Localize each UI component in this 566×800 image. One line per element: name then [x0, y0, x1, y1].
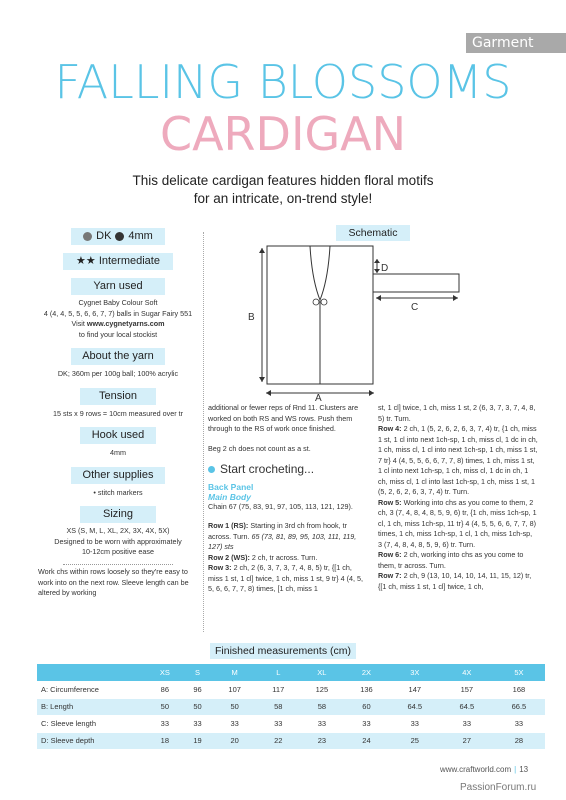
table-cell: A: Circumference — [37, 681, 147, 698]
measurements-heading: Finished measurements (cm) — [210, 643, 356, 659]
table-header-cell: 5X — [493, 664, 545, 681]
page-number: 13 — [519, 765, 529, 774]
hook-icon — [115, 232, 124, 241]
hook-used-heading: Hook used — [80, 427, 156, 444]
yarn-used-line-4: to find your local stockist — [78, 329, 158, 339]
table-cell: 64.5 — [389, 698, 441, 715]
level-pill — [63, 253, 173, 270]
pattern-column-2 — [208, 403, 368, 595]
row-4 — [378, 424, 538, 498]
table-cell: 50 — [183, 698, 213, 715]
table-cell: 33 — [257, 715, 300, 732]
subtitle-line-2: for an intricate, on-trend style! — [193, 191, 373, 206]
table-row — [37, 715, 545, 732]
col2-para-1: additional or fewer reps of Rnd 11. Clusters are worked on both RS and WS rows. Push them through to the RS of work once finished. — [208, 403, 359, 433]
yarn-website-link[interactable]: www.cygnetyarns.com — [86, 319, 165, 328]
row-3-text: 2 ch, 2 (6, 3, 7, 3, 7, 4, 8, 5) tr, {[1 ch, miss 1 st, 1 cl] twice, 1 ch, miss 1 st, 9 tr} 4 (4, 5, 5, 6, 6, 7, 7, 8) times, [1 ch, miss 1 — [208, 563, 363, 593]
table-header-row — [37, 664, 545, 681]
notes-text: Work chs within rows loosely so they're easy to work into on the next row. Sleeve length can be altered by working — [38, 567, 189, 597]
row-3 — [208, 563, 368, 595]
main-body-heading: Main Body — [208, 491, 251, 502]
table-cell: 86 — [147, 681, 183, 698]
table-cell: 33 — [493, 715, 545, 732]
table-header-cell: XS — [147, 664, 183, 681]
table-cell: 157 — [441, 681, 493, 698]
level-text: Intermediate — [98, 255, 160, 267]
subtitle — [40, 172, 526, 208]
row-2 — [208, 553, 368, 564]
pattern-column-3 — [378, 403, 538, 592]
table-cell: 125 — [300, 681, 345, 698]
col2-para-2: Beg 2 ch does not count as a st. — [208, 443, 311, 453]
table-header-cell: 4X — [441, 664, 493, 681]
table-cell: D: Sleeve depth — [37, 732, 147, 749]
watermark: PassionForum.ru — [460, 782, 537, 793]
yarn-ball-icon — [83, 232, 92, 241]
other-supplies-heading: Other supplies — [71, 467, 165, 484]
label-a: A — [315, 393, 322, 402]
table-cell: 50 — [212, 698, 257, 715]
table-cell: 64.5 — [441, 698, 493, 715]
row-1-text: Starting in 3rd ch from hook, tr across. Turn. — [208, 521, 348, 541]
row-1 — [208, 521, 368, 553]
table-cell: 22 — [257, 732, 300, 749]
back-panel-heading: Back Panel — [208, 481, 254, 492]
measurements-table — [37, 664, 545, 750]
table-cell: 18 — [147, 732, 183, 749]
table-cell: 33 — [441, 715, 493, 732]
title-line-2: CARDIGAN — [159, 107, 407, 161]
vertical-divider — [203, 232, 204, 632]
table-cell: 33 — [212, 715, 257, 732]
table-cell: C: Sleeve length — [37, 715, 147, 732]
about-yarn-heading: About the yarn — [71, 348, 165, 365]
table-cell: 33 — [344, 715, 389, 732]
other-supplies-text: • stitch markers — [93, 487, 143, 497]
hook-size: 4mm — [128, 230, 153, 242]
sizing-line-1: XS (S, M, L, XL, 2X, 3X, 4X, 5X) — [66, 526, 170, 535]
table-header-cell: 3X — [389, 664, 441, 681]
table-cell: 66.5 — [493, 698, 545, 715]
table-cell: 27 — [441, 732, 493, 749]
row-6-text: 2 ch, working into chs as you come to them, tr across. Turn. — [378, 550, 524, 570]
table-cell: 25 — [389, 732, 441, 749]
row-4-label: Row 4: — [378, 424, 402, 433]
table-cell: 58 — [300, 698, 345, 715]
label-b: B — [248, 312, 255, 323]
start-crocheting-heading — [208, 464, 368, 475]
row-2-text: 2 ch, tr across. Turn. — [251, 552, 318, 562]
yarn-weight: DK — [96, 230, 112, 242]
table-cell: B: Length — [37, 698, 147, 715]
table-cell: 33 — [183, 715, 213, 732]
table-cell: 19 — [183, 732, 213, 749]
title-line-1: FALLING BLOSSOMS — [54, 55, 512, 109]
tension-heading: Tension — [80, 388, 156, 405]
sizing-line-2: Designed to be worn with approximately — [54, 536, 182, 546]
page-footer: www.craftworld.com | 13 — [440, 765, 529, 774]
table-row — [37, 698, 545, 715]
row-4-text: 2 ch, 1 (5, 2, 6, 2, 6, 3, 7, 4) tr, {1 ch, miss 1 st, 1 cl into next 1ch-sp, 1 ch, miss cl, 1 dc in ch, 1 ch, miss cl, 1 cl into next 1ch-sp, 1 ch, miss 1 st, 7 tr} 4 (4, 5, 5, 6, 6, 7, 7, 8) times, 1 ch, miss 1 st, 1 cl into next 1ch-sp, 1 ch, miss cl, 1 dc in ch, 1 ch, miss cl, 1 cl into last 1ch-sp, 1 ch, miss 1 st, 1 (5, 2, 6, 2, 6, 3, 7, 4) tr. Turn. — [378, 424, 538, 496]
table-header-cell: 2X — [344, 664, 389, 681]
hook-used-text: 4mm — [110, 448, 126, 457]
bullet-icon — [208, 466, 215, 473]
table-cell: 50 — [147, 698, 183, 715]
label-c: C — [411, 302, 419, 313]
sizing-heading: Sizing — [80, 506, 156, 523]
yarn-used-heading: Yarn used — [71, 278, 165, 295]
row-1-stitch-count: 65 (73, 81, 89, 95, 103, 111, 119, 127) sts — [208, 531, 357, 551]
table-cell: 60 — [344, 698, 389, 715]
table-cell: 23 — [300, 732, 345, 749]
table-cell: 147 — [389, 681, 441, 698]
schematic-diagram — [240, 240, 470, 402]
table-cell: 33 — [389, 715, 441, 732]
row-1-label: Row 1 (RS): — [208, 521, 249, 530]
sizing-line-3: 10-12cm positive ease — [82, 547, 154, 556]
category-tag: Garment — [466, 33, 566, 53]
table-cell: 168 — [493, 681, 545, 698]
dotted-divider — [63, 564, 173, 565]
bow-icon — [313, 299, 319, 305]
row-7-text: 2 ch, 9 (13, 10, 14, 10, 14, 11, 15, 12) tr, {[1 ch, miss 1 st, 1 cl] twice, 1 ch, — [378, 571, 532, 591]
table-cell: 33 — [300, 715, 345, 732]
row-5-label: Row 5: — [378, 497, 402, 507]
table-cell: 28 — [493, 732, 545, 749]
table-header-cell — [37, 664, 147, 681]
table-cell: 24 — [344, 732, 389, 749]
yarn-used-line-3 — [38, 319, 198, 330]
table-header-cell: M — [212, 664, 257, 681]
start-heading-text: Start crocheting... — [220, 462, 315, 476]
chain-instruction: Chain 67 (75, 83, 91, 97, 105, 113, 121, 129). — [208, 501, 353, 511]
table-cell: 107 — [212, 681, 257, 698]
table-cell: 33 — [147, 715, 183, 732]
schematic-heading: Schematic — [336, 225, 410, 241]
row-2-label: Row 2 (WS): — [208, 552, 250, 562]
table-row — [37, 732, 545, 749]
table-header-cell: S — [183, 664, 213, 681]
table-cell: 136 — [344, 681, 389, 698]
sleeve-outline — [373, 274, 459, 292]
visit-text: Visit — [71, 319, 85, 328]
table-cell: 20 — [212, 732, 257, 749]
yarn-used-line-2: 4 (4, 4, 5, 5, 6, 6, 7, 7) balls in Sugar Fairy 551 — [43, 308, 193, 318]
yarn-weight-pill — [71, 228, 165, 245]
sidebar — [38, 228, 198, 571]
table-header-cell: L — [257, 664, 300, 681]
table-row — [37, 681, 545, 698]
table-cell: 117 — [257, 681, 300, 698]
footer-site-link[interactable]: www.craftworld.com — [440, 765, 512, 774]
neckline — [310, 246, 330, 300]
col3-para-0: st, 1 cl] twice, 1 ch, miss 1 st, 2 (6, 3, 7, 3, 7, 4, 8, 5) tr. Turn. — [378, 403, 536, 423]
about-yarn-text: DK; 360m per 100g ball; 100% acrylic — [57, 369, 179, 378]
row-6 — [378, 550, 538, 571]
yarn-used-line-1: Cygnet Baby Colour Soft — [78, 298, 158, 307]
table-header-cell: XL — [300, 664, 345, 681]
row-3-label: Row 3: — [208, 563, 232, 572]
row-7 — [378, 571, 538, 592]
star-icon: ★★ — [76, 255, 96, 267]
row-6-label: Row 6: — [378, 550, 402, 559]
table-cell: 58 — [257, 698, 300, 715]
row-5-text: Working into chs as you come to them, 2 ch, 3 (7, 4, 8, 4, 8, 5, 9, 6) tr, {1 ch, miss 1ch-sp, 1 cl, 1 ch, miss 1ch-sp, 11 tr} 4 (4, 5, 5, 6, 6, 7, 7, 8) times, 1 ch, miss 1ch-sp, 1 cl, 1 ch, miss 1ch-sp, 3 (7, 4, 8, 4, 8, 5, 9, 6) tr. Turn. — [378, 497, 537, 549]
row-7-label: Row 7: — [378, 571, 402, 580]
tension-text: 15 sts x 9 rows = 10cm measured over tr — [52, 408, 184, 418]
subtitle-line-1: This delicate cardigan features hidden floral motifs — [132, 173, 434, 188]
table-cell: 96 — [183, 681, 213, 698]
row-5 — [378, 498, 538, 551]
label-d: D — [381, 263, 389, 274]
